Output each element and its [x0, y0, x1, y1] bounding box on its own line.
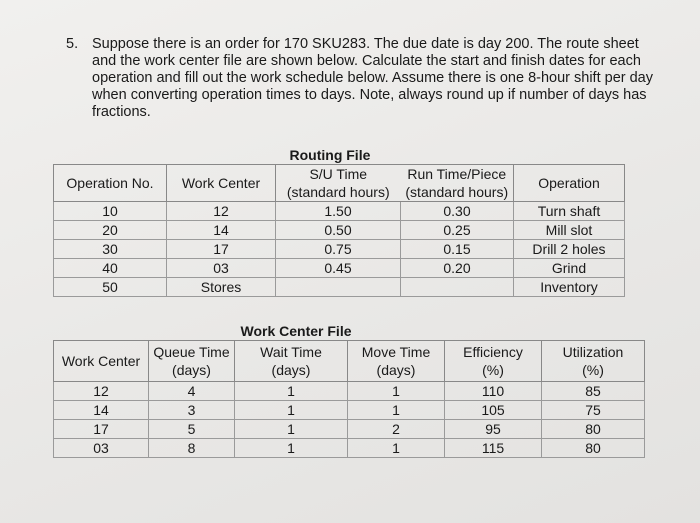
cell-queue: 8 — [149, 439, 235, 458]
cell-queue: 5 — [149, 420, 235, 439]
routing-file-table — [53, 146, 625, 297]
header-work-center: Work Center — [167, 165, 276, 202]
cell-wc: 14 — [54, 401, 149, 420]
header-move-unit: (days) — [376, 362, 416, 378]
question-line: when converting operation times to days. Note, always round up if number of days has — [92, 87, 647, 103]
cell-move: 1 — [348, 401, 445, 420]
table-row — [54, 439, 645, 458]
cell-operation: Inventory — [514, 278, 625, 297]
table-row — [54, 382, 645, 401]
header-operation-no: Operation No. — [54, 165, 167, 202]
cell-wc: 12 — [167, 202, 276, 221]
table-row — [54, 221, 625, 240]
cell-op: 30 — [54, 240, 167, 259]
cell-wait: 1 — [235, 420, 348, 439]
cell-move: 1 — [348, 382, 445, 401]
cell-op: 40 — [54, 259, 167, 278]
routing-caption: Routing File — [289, 147, 371, 163]
table-row — [54, 278, 625, 297]
header-efficiency-label: Efficiency — [463, 344, 523, 360]
cell-run: 0.20 — [401, 259, 514, 278]
cell-wc: 14 — [167, 221, 276, 240]
header-utilization — [542, 341, 645, 382]
table-row — [54, 401, 645, 420]
cell-utilization: 75 — [542, 401, 645, 420]
cell-efficiency: 95 — [445, 420, 542, 439]
cell-operation: Grind — [514, 259, 625, 278]
header-operation: Operation — [514, 165, 625, 202]
cell-utilization: 80 — [542, 439, 645, 458]
cell-su: 0.50 — [276, 221, 401, 240]
header-su-time-unit: (standard hours) — [276, 183, 401, 202]
table-row — [54, 202, 625, 221]
cell-su: 0.45 — [276, 259, 401, 278]
header-run-time-unit: (standard hours) — [401, 183, 514, 202]
cell-move: 2 — [348, 420, 445, 439]
cell-utilization: 80 — [542, 420, 645, 439]
cell-queue: 4 — [149, 382, 235, 401]
work-center-file-table — [53, 322, 645, 458]
cell-wait: 1 — [235, 382, 348, 401]
cell-wc: 03 — [167, 259, 276, 278]
cell-operation: Drill 2 holes — [514, 240, 625, 259]
cell-run — [401, 278, 514, 297]
cell-su — [276, 278, 401, 297]
cell-op: 50 — [54, 278, 167, 297]
cell-op: 20 — [54, 221, 167, 240]
cell-run: 0.25 — [401, 221, 514, 240]
cell-efficiency: 115 — [445, 439, 542, 458]
cell-op: 10 — [54, 202, 167, 221]
work-center-caption: Work Center File — [240, 323, 352, 339]
question-text — [92, 36, 686, 121]
cell-su: 0.75 — [276, 240, 401, 259]
header-move — [348, 341, 445, 382]
cell-utilization: 85 — [542, 382, 645, 401]
header-wc: Work Center — [54, 341, 149, 382]
header-wait-unit: (days) — [271, 362, 311, 378]
question-line: operation and fill out the work schedule below. Assume there is one 8-hour shift per day — [92, 70, 653, 86]
cell-wc: 12 — [54, 382, 149, 401]
cell-queue: 3 — [149, 401, 235, 420]
question-line: Suppose there is an order for 170 SKU283. The due date is day 200. The route sheet — [92, 36, 639, 52]
cell-wc: 17 — [167, 240, 276, 259]
question-number: 5. — [66, 36, 79, 52]
header-efficiency-unit: (%) — [482, 362, 504, 378]
cell-wc: 17 — [54, 420, 149, 439]
cell-wc: 03 — [54, 439, 149, 458]
header-queue-unit: (days) — [172, 362, 211, 378]
cell-run: 0.30 — [401, 202, 514, 221]
header-efficiency — [445, 341, 542, 382]
table-row — [54, 420, 645, 439]
cell-wait: 1 — [235, 439, 348, 458]
cell-su: 1.50 — [276, 202, 401, 221]
cell-efficiency: 105 — [445, 401, 542, 420]
cell-wait: 1 — [235, 401, 348, 420]
header-su-time: S/U Time — [276, 165, 401, 184]
header-utilization-label: Utilization — [562, 344, 624, 360]
header-queue-label: Queue Time — [153, 344, 230, 360]
header-wait — [235, 341, 348, 382]
table-row — [54, 240, 625, 259]
cell-operation: Turn shaft — [514, 202, 625, 221]
header-run-time: Run Time/Piece — [401, 165, 514, 184]
cell-wc: Stores — [167, 278, 276, 297]
cell-move: 1 — [348, 439, 445, 458]
question-line: fractions. — [92, 104, 151, 120]
question-line: and the work center file are shown below. Calculate the start and finish dates for each — [92, 53, 641, 69]
header-move-label: Move Time — [361, 344, 431, 360]
header-queue — [149, 341, 235, 382]
header-wait-label: Wait Time — [260, 344, 322, 360]
cell-operation: Mill slot — [514, 221, 625, 240]
header-utilization-unit: (%) — [582, 362, 604, 378]
cell-run: 0.15 — [401, 240, 514, 259]
table-row — [54, 259, 625, 278]
cell-efficiency: 110 — [445, 382, 542, 401]
